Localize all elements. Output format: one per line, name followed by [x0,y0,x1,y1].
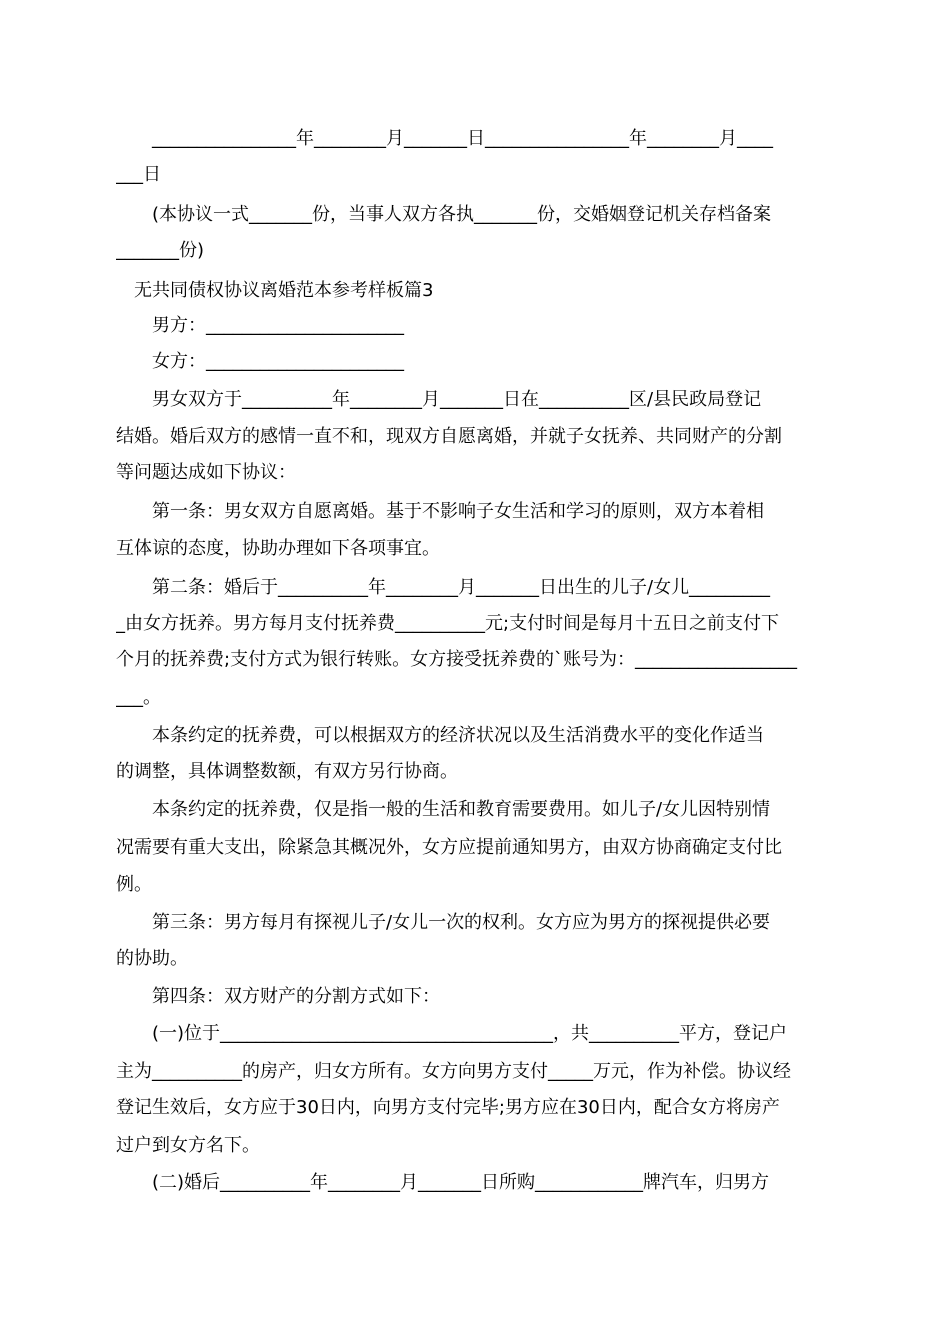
text-line: (本协议一式_______份，当事人双方各执_______份，交婚姻登记机关存档备案 [116,204,772,225]
text-line: 女方：______________________ [116,351,404,372]
text-line: 互体谅的态度，协助办理如下各项事宜。 [116,538,440,559]
text-line: ___日 [116,164,161,185]
text-line: 的调整，具体调整数额，有双方另行协商。 [116,761,458,782]
text-line: ________________年________月_______日________________年________月____ [116,128,773,149]
text-line: 第三条：男方每月有探视儿子/女儿一次的权利。女方应为男方的探视提供必要 [116,912,771,933]
text-line: _由女方抚养。男方每月支付抚养费__________元;支付时间是每月十五日之前支付下 [116,613,780,634]
text-line: (一)位于_____________________________________，共__________平方，登记户 [116,1023,788,1044]
text-line: 结婚。婚后双方的感情一直不和，现双方自愿离婚，并就子女抚养、共同财产的分割 [116,426,782,447]
text-line: 个月的抚养费;支付方式为银行转账。女方接受抚养费的`账号为：__________________ [116,649,798,670]
text-line: _______份) [116,240,205,261]
section-title: 无共同债权协议离婚范本参考样板篇3 [116,280,434,301]
text-line: 况需要有重大支出，除紧急其概况外，女方应提前通知男方，由双方协商确定支付比 [116,837,782,858]
text-line: 过户到女方名下。 [116,1135,260,1156]
text-line: 第一条：男女双方自愿离婚。基于不影响子女生活和学习的原则，双方本着相 [116,501,764,522]
text-line: 男女双方于__________年________月_______日在__________区/县民政局登记 [116,389,762,410]
text-line: 第二条：婚后于__________年________月_______日出生的儿子/女儿_________ [116,577,771,598]
text-line: ___。 [116,687,161,708]
text-line: 的协助。 [116,948,188,969]
text-line: 例。 [116,874,152,895]
text-line: 等问题达成如下协议： [116,462,296,483]
text-line: 主为__________的房产，归女方所有。女方向男方支付_____万元，作为补偿。协议经 [116,1061,791,1082]
text-line: 第四条：双方财产的分割方式如下： [116,986,440,1007]
text-line: 本条约定的抚养费，仅是指一般的生活和教育需要费用。如儿子/女儿因特别情 [116,799,771,820]
text-line: 登记生效后，女方应于30日内，向男方支付完毕;男方应在30日内，配合女方将房产 [116,1097,780,1118]
text-line: 男方：______________________ [116,315,404,336]
text-line: (二)婚后__________年________月_______日所购____________牌汽车，归男方 [116,1172,770,1193]
text-line: 本条约定的抚养费，可以根据双方的经济状况以及生活消费水平的变化作适当 [116,725,764,746]
